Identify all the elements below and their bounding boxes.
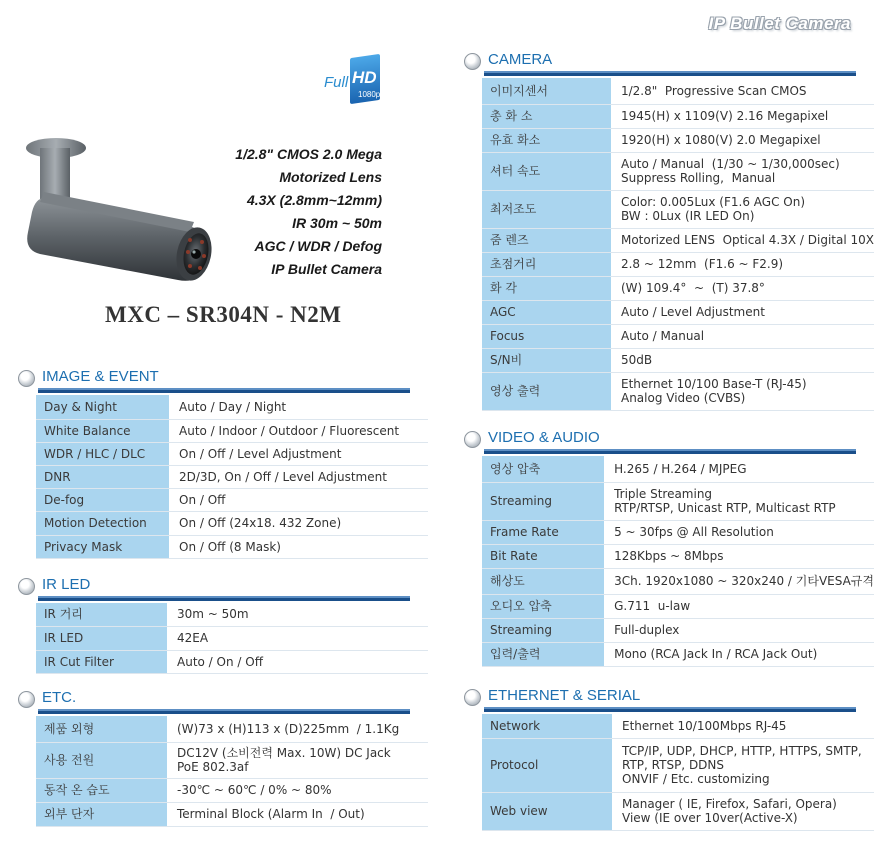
spec-label: S/N비 — [482, 348, 611, 372]
spec-value: Motorized LENS Optical 4.3X / Digital 10X — [611, 228, 874, 252]
spec-label: 해상도 — [482, 568, 604, 594]
circle-bullet-icon — [18, 578, 35, 595]
spec-value: 1920(H) x 1080(V) 2.0 Megapixel — [611, 128, 874, 152]
section-header — [18, 575, 410, 599]
spec-value: 1/2.8" Progressive Scan CMOS — [611, 78, 874, 104]
spec-row — [482, 228, 874, 252]
spec-table — [36, 716, 428, 827]
feature-line: 4.3X (2.8mm~12mm) — [246, 192, 382, 208]
spec-row — [36, 778, 428, 802]
spec-row — [482, 104, 874, 128]
spec-label: 동작 온 습도 — [36, 778, 167, 802]
spec-label: 유효 화소 — [482, 128, 611, 152]
section-divider — [484, 449, 856, 454]
section-header — [464, 686, 856, 710]
spec-row — [482, 300, 874, 324]
spec-row — [482, 618, 874, 642]
spec-value: Auto / Level Adjustment — [611, 300, 874, 324]
badge-full: Full — [324, 74, 349, 91]
spec-row — [482, 152, 874, 190]
section-header — [18, 688, 410, 712]
spec-label: DNR — [36, 465, 169, 488]
spec-row — [482, 642, 874, 666]
spec-label: Frame Rate — [482, 520, 604, 544]
feature-list — [235, 143, 382, 281]
spec-label: AGC — [482, 300, 611, 324]
spec-value: -30℃ ~ 60℃ / 0% ~ 80% — [167, 778, 428, 802]
section-title: ETC. — [42, 689, 77, 706]
spec-value: G.711 u-law — [604, 594, 874, 618]
spec-row — [482, 276, 874, 300]
camera-section — [464, 50, 874, 411]
section-divider — [484, 71, 856, 76]
circle-bullet-icon — [18, 691, 35, 708]
circle-bullet-icon — [18, 370, 35, 387]
spec-row — [36, 603, 428, 626]
spec-row — [482, 128, 874, 152]
spec-value: (W)73 x (H)113 x (D)225mm / 1.1Kg — [167, 716, 428, 742]
badge-hd: HD — [352, 68, 377, 87]
spec-value: On / Off / Level Adjustment — [169, 442, 428, 465]
spec-label: 영상 압축 — [482, 456, 604, 482]
circle-bullet-icon — [464, 689, 481, 706]
spec-label: 줌 렌즈 — [482, 228, 611, 252]
spec-row — [36, 442, 428, 465]
spec-value: Ethernet 10/100Mbps RJ-45 — [612, 714, 874, 738]
spec-value: (W) 109.4° ~ (T) 37.8° — [611, 276, 874, 300]
spec-value: Auto / On / Off — [167, 650, 428, 673]
etc-section — [18, 688, 410, 827]
spec-label: Bit Rate — [482, 544, 604, 568]
spec-value: TCP/IP, UDP, DHCP, HTTP, HTTPS, SMTP, RTP, RTSP, DDNS ONVIF / Etc. customizing — [612, 738, 874, 792]
spec-row — [36, 511, 428, 535]
ir-led-section — [18, 575, 410, 674]
badge-resolution: 1080p — [358, 90, 381, 99]
spec-row — [36, 742, 428, 778]
spec-value: 1945(H) x 1109(V) 2.16 Megapixel — [611, 104, 874, 128]
spec-label: 제품 외형 — [36, 716, 167, 742]
spec-value: Auto / Day / Night — [169, 395, 428, 419]
spec-label: 셔터 속도 — [482, 152, 611, 190]
spec-value: Mono (RCA Jack In / RCA Jack Out) — [604, 642, 874, 666]
spec-table — [482, 714, 874, 831]
spec-label: Web view — [482, 792, 612, 830]
spec-label: IR Cut Filter — [36, 650, 167, 673]
circle-bullet-icon — [464, 53, 481, 70]
spec-value: Full-duplex — [604, 618, 874, 642]
spec-label: White Balance — [36, 419, 169, 442]
camera-image — [18, 128, 223, 288]
spec-row — [36, 488, 428, 511]
spec-row — [482, 714, 874, 738]
spec-value: 2D/3D, On / Off / Level Adjustment — [169, 465, 428, 488]
spec-label: Day & Night — [36, 395, 169, 419]
spec-label: Protocol — [482, 738, 612, 792]
spec-row — [36, 395, 428, 419]
spec-label: 화 각 — [482, 276, 611, 300]
spec-value: Triple Streaming RTP/RTSP, Unicast RTP, Multicast RTP — [604, 482, 874, 520]
spec-label: 입력/출력 — [482, 642, 604, 666]
spec-label: Motion Detection — [36, 511, 169, 535]
spec-row — [36, 419, 428, 442]
section-title: IMAGE & EVENT — [42, 368, 159, 385]
spec-row — [482, 324, 874, 348]
spec-row — [482, 594, 874, 618]
section-title: VIDEO & AUDIO — [488, 429, 600, 446]
spec-value: DC12V (소비전력 Max. 10W) DC Jack PoE 802.3af — [167, 742, 428, 778]
spec-row — [36, 650, 428, 673]
spec-label: 외부 단자 — [36, 802, 167, 826]
spec-label: Streaming — [482, 618, 604, 642]
spec-table — [36, 395, 428, 559]
spec-label: 이미지센서 — [482, 78, 611, 104]
spec-value: 50dB — [611, 348, 874, 372]
section-title: CAMERA — [488, 51, 553, 68]
spec-row — [482, 482, 874, 520]
ethernet-serial-section — [464, 686, 862, 831]
spec-row — [482, 568, 874, 594]
section-divider — [38, 709, 410, 714]
circle-bullet-icon — [464, 431, 481, 448]
section-header — [464, 428, 856, 452]
spec-value: On / Off (24x18. 432 Zone) — [169, 511, 428, 535]
spec-row — [36, 465, 428, 488]
spec-value: On / Off — [169, 488, 428, 511]
spec-label: Focus — [482, 324, 611, 348]
spec-label: Privacy Mask — [36, 535, 169, 558]
spec-value: Auto / Indoor / Outdoor / Fluorescent — [169, 419, 428, 442]
spec-row — [482, 520, 874, 544]
spec-table — [482, 78, 874, 411]
spec-row — [36, 802, 428, 826]
spec-row — [482, 348, 874, 372]
spec-value: 5 ~ 30fps @ All Resolution — [604, 520, 874, 544]
spec-value: 30m ~ 50m — [167, 603, 428, 626]
spec-value: On / Off (8 Mask) — [169, 535, 428, 558]
section-title: IR LED — [42, 576, 91, 593]
spec-row — [36, 716, 428, 742]
spec-label: De-fog — [36, 488, 169, 511]
feature-line: AGC / WDR / Defog — [254, 238, 382, 254]
spec-value: H.265 / H.264 / MJPEG — [604, 456, 874, 482]
video-audio-section — [464, 428, 874, 667]
spec-label: IR LED — [36, 626, 167, 650]
spec-table — [482, 456, 874, 667]
feature-line: Motorized Lens — [279, 169, 382, 185]
spec-row — [482, 792, 874, 830]
spec-label: Streaming — [482, 482, 604, 520]
feature-line: IP Bullet Camera — [271, 261, 382, 277]
spec-label: 오디오 압축 — [482, 594, 604, 618]
section-divider — [38, 388, 410, 393]
spec-label: 사용 전원 — [36, 742, 167, 778]
spec-row — [482, 78, 874, 104]
spec-value: Terminal Block (Alarm In / Out) — [167, 802, 428, 826]
spec-row — [482, 738, 874, 792]
spec-value: 2.8 ~ 12mm (F1.6 ~ F2.9) — [611, 252, 874, 276]
section-header — [464, 50, 856, 74]
spec-label: 총 화 소 — [482, 104, 611, 128]
section-divider — [38, 596, 410, 601]
spec-row — [482, 190, 874, 228]
section-divider — [484, 707, 856, 712]
spec-label: IR 거리 — [36, 603, 167, 626]
spec-label: 영상 출력 — [482, 372, 611, 410]
spec-value: Ethernet 10/100 Base-T (RJ-45) Analog Video (CVBS) — [611, 372, 874, 410]
spec-value: Auto / Manual — [611, 324, 874, 348]
model-name: MXC – SR304N - N2M — [105, 302, 342, 327]
spec-label: 최저조도 — [482, 190, 611, 228]
feature-line: IR 30m ~ 50m — [292, 215, 382, 231]
spec-value: Auto / Manual (1/30 ~ 1/30,000sec) Suppress Rolling, Manual — [611, 152, 874, 190]
brand-title: IP Bullet Camera — [708, 14, 851, 33]
spec-label: Network — [482, 714, 612, 738]
spec-row — [482, 252, 874, 276]
spec-value: 128Kbps ~ 8Mbps — [604, 544, 874, 568]
spec-value: Color: 0.005Lux (F1.6 AGC On) BW : 0Lux (IR LED On) — [611, 190, 874, 228]
full-hd-badge — [322, 54, 388, 108]
image-event-section — [18, 367, 410, 559]
spec-value: 3Ch. 1920x1080 ~ 320x240 / 기타VESA규격 — [604, 568, 874, 594]
spec-row — [482, 372, 874, 410]
spec-table — [36, 603, 428, 674]
spec-row — [482, 544, 874, 568]
section-header — [18, 367, 410, 391]
spec-value: Manager ( IE, Firefox, Safari, Opera) View (IE over 10ver(Active-X) — [612, 792, 874, 830]
spec-row — [36, 626, 428, 650]
section-title: ETHERNET & SERIAL — [488, 687, 641, 704]
feature-line: 1/2.8" CMOS 2.0 Mega — [235, 146, 382, 162]
spec-row — [482, 456, 874, 482]
spec-label: 초점거리 — [482, 252, 611, 276]
spec-row — [36, 535, 428, 558]
spec-label: WDR / HLC / DLC — [36, 442, 169, 465]
spec-value: 42EA — [167, 626, 428, 650]
